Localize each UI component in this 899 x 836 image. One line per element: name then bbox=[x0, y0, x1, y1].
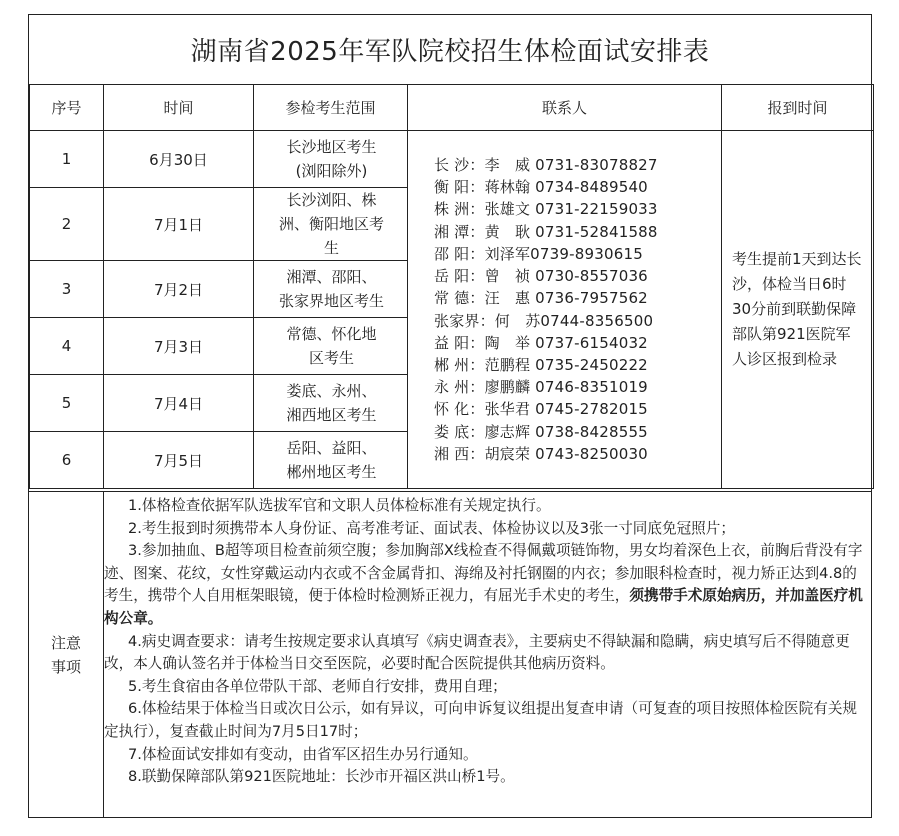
contact-line: 郴 州：范鹏程 0735-2450222 bbox=[434, 355, 648, 374]
range-line: 张家界地区考生 bbox=[278, 292, 384, 310]
contact-line: 永 州：廖鹏麟 0746-8351019 bbox=[434, 378, 648, 397]
note-item: 2.考生报到时须携带本人身份证、高考准考证、面试表、体检协议以及3张一寸同底免冠照片； bbox=[128, 519, 735, 537]
note-item: 7.体检面试安排如有变动，由省军区招生办另行通知。 bbox=[128, 745, 478, 763]
row-time: 7月1日 bbox=[104, 188, 254, 261]
range-line: 娄底、永州、 bbox=[286, 382, 377, 400]
header-contact: 联系人 bbox=[408, 85, 722, 131]
page-title: 湖南省2025年军队院校招生体检面试安排表 bbox=[29, 15, 871, 85]
schedule-table bbox=[29, 84, 874, 489]
row-seq: 6 bbox=[30, 432, 104, 489]
note-item bbox=[104, 540, 865, 630]
note-item: 8.联勤保障部队第921医院地址：长沙市开福区洪山桥1号。 bbox=[128, 768, 515, 786]
contact-line: 常 德：汪 惠 0736-7957562 bbox=[434, 289, 648, 308]
contact-line: 怀 化：张华君 0745-2782015 bbox=[434, 400, 648, 419]
row-range bbox=[254, 131, 408, 188]
range-line: 长沙地区考生 bbox=[286, 138, 377, 156]
table-header-row bbox=[30, 85, 874, 131]
row-time: 7月5日 bbox=[104, 432, 254, 489]
header-report: 报到时间 bbox=[722, 85, 874, 131]
header-seq: 序号 bbox=[30, 85, 104, 131]
header-time: 时间 bbox=[104, 85, 254, 131]
report-time-cell: 考生提前1天到达长沙，体检当日6时30分前到联勤保障部队第921医院军人诊区报到检录 bbox=[722, 131, 874, 489]
contact-line: 湘 潭：黄 耿 0731-52841588 bbox=[434, 222, 658, 241]
contact-line: 娄 底：廖志辉 0738-8428555 bbox=[434, 422, 648, 441]
notes-section bbox=[29, 491, 871, 818]
notes-label-line: 事项 bbox=[50, 658, 81, 676]
row-seq: 2 bbox=[30, 188, 104, 261]
range-line: (浏阳除外) bbox=[295, 162, 368, 180]
range-line: 岳阳、益阳、 bbox=[286, 439, 377, 457]
header-range: 参检考生范围 bbox=[254, 85, 408, 131]
row-range bbox=[254, 432, 408, 489]
range-line: 长沙浏阳、株 bbox=[286, 191, 377, 209]
range-line: 区考生 bbox=[308, 349, 354, 367]
row-seq: 4 bbox=[30, 318, 104, 375]
row-range bbox=[254, 188, 408, 261]
row-time: 7月3日 bbox=[104, 318, 254, 375]
contact-line: 邵 阳：刘泽军0739-8930615 bbox=[434, 244, 643, 263]
contact-line: 衡 阳：蒋林翰 0734-8489540 bbox=[434, 178, 648, 197]
range-line: 湘西地区考生 bbox=[286, 406, 377, 424]
table-row bbox=[30, 131, 874, 188]
row-time: 7月2日 bbox=[104, 261, 254, 318]
row-time: 6月30日 bbox=[104, 131, 254, 188]
notes-label bbox=[29, 492, 104, 818]
note-item: 6.体检结果于体检当日或次日公示，如有异议，可向申诉复议组提出复查申请（可复查的项目按照体检医院有关规定执行），复查截止时间为7月5日17时； bbox=[104, 700, 858, 740]
row-time: 7月4日 bbox=[104, 375, 254, 432]
contact-line: 益 阳：陶 举 0737-6154032 bbox=[434, 333, 648, 352]
row-range bbox=[254, 375, 408, 432]
note-item: 5.考生食宿由各单位带队干部、老师自行安排，费用自理； bbox=[128, 677, 507, 695]
range-line: 湘潭、邵阳、 bbox=[286, 268, 377, 286]
row-range bbox=[254, 318, 408, 375]
note-emphasis: 须携带手术原始病历，并加盖医疗机构公章。 bbox=[104, 587, 863, 627]
note-item: 4.病史调查要求：请考生按规定要求认真填写《病史调查表》，主要病史不得缺漏和隐瞒，病史填写后不得随意更改，本人确认签名并于体检当日交至医院，必要时配合医院提供其他病历资料。 bbox=[104, 632, 850, 673]
row-seq: 3 bbox=[30, 261, 104, 318]
notes-body bbox=[104, 492, 871, 818]
note-text: 3.参加抽血、B超等项目检查前须空腹；参加胸部X线检查不得佩戴项链饰物，男女均着深色上衣，前胸后背没有字迹、图案、花纹，女性穿戴运动内衣或不含金属背扣、海绵及衬托钢圈的内衣；参加眼科检查时，视力矫正达到4.8的考生，携带个人自用框架眼镜，便于体检时检测矫正视力，有屈光手术史的考生， bbox=[104, 542, 863, 605]
contact-line: 长 沙：李 威 0731-83078827 bbox=[434, 156, 658, 175]
contact-line: 张家界：何 苏0744-8356500 bbox=[434, 311, 654, 330]
row-seq: 5 bbox=[30, 375, 104, 432]
range-line: 洲、衡阳地区考 bbox=[278, 215, 384, 233]
note-item: 1.体格检查依据军队选拔军官和文职人员体检标准有关规定执行。 bbox=[128, 497, 551, 514]
row-range bbox=[254, 261, 408, 318]
contacts-cell bbox=[408, 131, 722, 489]
contact-line: 株 洲：张雄文 0731-22159033 bbox=[434, 200, 658, 219]
range-line: 郴州地区考生 bbox=[286, 463, 377, 481]
notes-label-line: 注意 bbox=[50, 634, 81, 652]
range-line: 常德、怀化地 bbox=[286, 325, 377, 343]
contact-line: 岳 阳：曾 祯 0730-8557036 bbox=[434, 267, 648, 286]
contact-line: 湘 西：胡宸荣 0743-8250030 bbox=[434, 444, 648, 463]
schedule-sheet bbox=[28, 14, 872, 818]
row-seq: 1 bbox=[30, 131, 104, 188]
range-line: 生 bbox=[323, 239, 339, 257]
